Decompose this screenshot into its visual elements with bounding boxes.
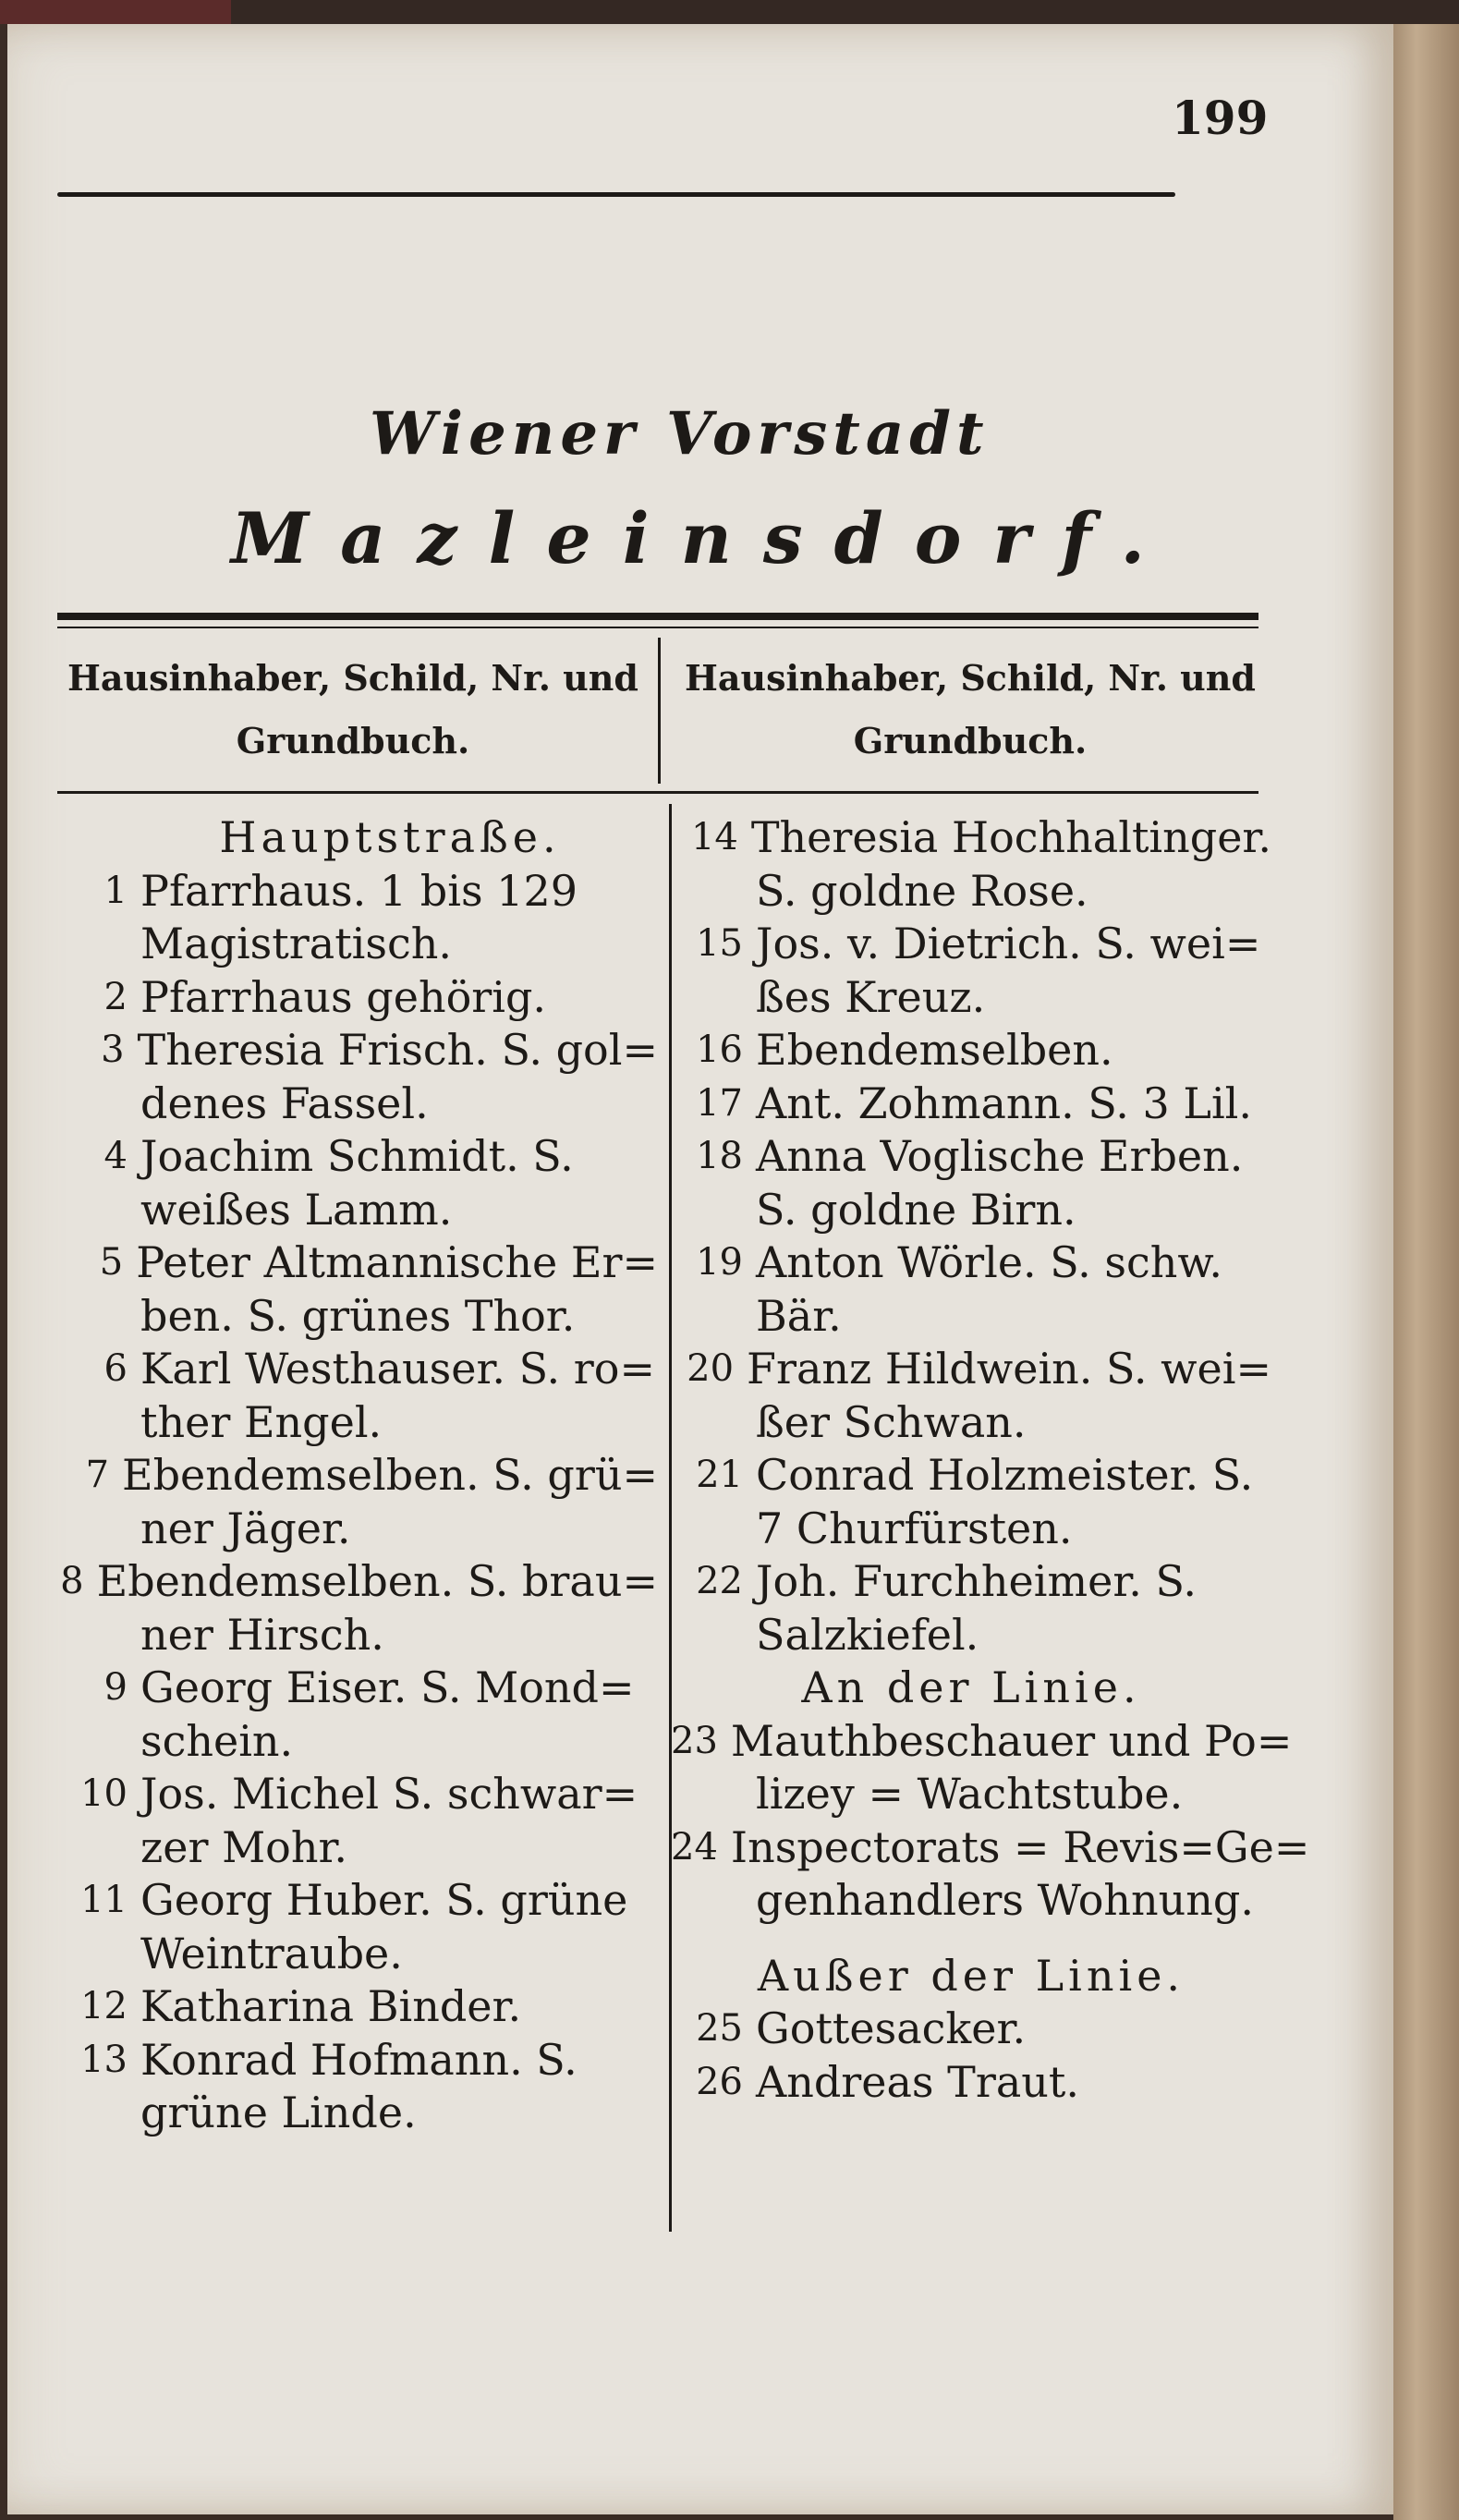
house-number: 1 [103,869,128,912]
entry-text: Pfarrhaus gehörig. [140,971,547,1022]
entry-text: Peter Altmannische Er= [136,1237,658,1287]
header-line: Hausinhaber, Schild, Nr. und [685,657,1256,699]
entry-text: schein. [140,1715,294,1766]
house-number: 9 [103,1666,128,1709]
entry-text: Joachim Schmidt. S. [140,1131,574,1181]
list-item [671,1821,1310,1875]
page-number: 199 [1172,91,1269,145]
entry-text: ner Jäger. [140,1503,351,1553]
table-rule-thick [57,613,1258,620]
entry-text: Georg Huber. S. grüne [140,1875,628,1925]
list-item-continuation [671,865,1271,919]
section-heading: Außer der Linie. [757,1950,1185,2001]
entry-text: Katharina Binder. [140,1981,522,2031]
entry-text: Bär. [756,1290,842,1341]
list-item [57,865,658,919]
entry-text: Conrad Holzmeister. S. [756,1450,1254,1500]
indent [671,1768,756,1821]
house-number: 17 [696,1081,743,1125]
right-column [671,811,1310,2109]
indent [671,1184,756,1237]
table-rule-mid [57,791,1258,794]
entry-text: Ebendemselben. S. grü= [122,1450,658,1500]
list-item-continuation [671,1503,1271,1556]
indent [671,1396,756,1450]
entry-text: Salzkiefel. [756,1609,979,1660]
house-number: 23 [671,1719,718,1762]
entry-text: Ebendemselben. [756,1025,1113,1075]
house-number: 18 [696,1135,743,1177]
list-item [57,971,658,1025]
house-number: 4 [103,1135,128,1177]
list-item [671,1130,1271,1184]
list-item-continuation [671,1290,1271,1344]
entry-text: Gottesacker. [756,2003,1027,2053]
entry-text: zer Mohr. [140,1821,348,1872]
entry-text: Georg Eiser. S. Mond= [140,1662,635,1712]
entry-text: ßes Kreuz. [756,971,986,1022]
entry-list [671,811,1271,1662]
header-line: Hausinhaber, Schild, Nr. und [67,657,638,699]
list-item [57,1236,658,1290]
house-number: 10 [80,1772,128,1815]
list-item [671,1236,1271,1290]
column-header-right [675,647,1266,773]
title-line-1: Wiener Vorstadt [370,399,990,469]
house-number: 2 [103,975,128,1018]
section-heading: An der Linie. [801,1662,1141,1712]
house-number: 22 [696,1560,743,1602]
entry-text: genhandlers Wohnung. [756,1875,1254,1925]
entry-text: Pfarrhaus. 1 bis 129 [140,865,578,916]
indent [671,1503,756,1556]
indent [57,1396,140,1450]
entry-text: S. goldne Rose. [756,865,1088,916]
entry-list [671,2003,1271,2109]
indent [57,1715,140,1769]
red-strip [0,0,231,24]
list-item [57,1874,658,1928]
entry-text: lizey = Wachtstube. [756,1769,1184,1819]
list-item-continuation [57,1184,658,1237]
entry-list [671,1715,1310,1928]
entry-text: 7 Churfürsten. [756,1503,1073,1553]
indent [671,1290,756,1344]
list-item-continuation [57,1609,658,1662]
house-number: 24 [671,1825,718,1869]
indent [57,918,140,971]
entry-text: ben. S. grünes Thor. [140,1290,576,1341]
indent [57,1184,140,1237]
list-item [57,2034,658,2088]
house-number: 5 [99,1241,124,1284]
indent [57,2087,140,2140]
list-item-continuation [57,1503,658,1556]
table-rule-thin [57,627,1258,628]
left-column [57,811,658,2140]
header-rule [57,192,1175,197]
indent [57,1290,140,1344]
house-number: 21 [696,1454,743,1496]
list-item [57,1662,658,1715]
house-number: 12 [80,1985,128,2027]
house-number: 26 [696,2060,743,2103]
list-item [671,1343,1271,1396]
entry-text: Franz Hildwein. S. wei= [747,1344,1271,1394]
entry-text: grüne Linde. [140,2088,417,2137]
list-item [671,1715,1293,1769]
house-number: 8 [60,1560,84,1602]
list-item [671,1024,1271,1077]
house-number: 25 [696,2007,743,2050]
top-border [0,0,1459,24]
list-item [57,1449,658,1503]
list-item [57,1343,658,1396]
entry-text: Anton Wörle. S. schw. [756,1237,1222,1287]
indent [57,1928,140,1981]
column-header-left [57,647,649,773]
entry-text: ßer Schwan. [756,1396,1027,1447]
house-number: 16 [696,1029,743,1071]
entry-text: Inspectorats = Revis=Ge= [730,1821,1310,1872]
house-number: 14 [690,816,738,858]
entry-text: Karl Westhauser. S. ro= [140,1344,655,1394]
list-item-continuation [57,2087,658,2140]
entry-text: Jos. Michel S. schwar= [140,1769,638,1819]
entry-text: Ebendemselben. S. brau= [96,1556,658,1606]
entry-text: Magistratisch. [140,919,453,968]
list-item-continuation [671,1184,1271,1237]
house-number: 11 [80,1879,128,1921]
house-number: 6 [103,1347,128,1390]
indent [671,1874,756,1928]
list-item [671,2056,1271,2110]
entry-text: S. goldne Birn. [756,1184,1076,1235]
indent [57,1821,140,1875]
indent [57,1609,140,1662]
list-item [57,1130,658,1184]
list-item [57,1768,658,1821]
list-item [57,1024,658,1077]
list-item [671,1555,1271,1609]
entry-text: Weintraube. [140,1928,403,1978]
header-line: Grundbuch. [236,720,470,761]
list-item [671,2003,1271,2056]
house-number: 7 [85,1454,110,1496]
indent [57,1077,140,1131]
entry-text: Andreas Traut. [756,2056,1079,2107]
indent [671,971,756,1025]
entry-text: Konrad Hofmann. S. [140,2034,578,2085]
list-item-continuation [671,1609,1271,1662]
list-item-continuation [671,1768,1271,1821]
entry-text: Theresia Frisch. S. gol= [137,1025,658,1075]
list-item [57,1555,658,1609]
entry-text: Mauthbeschauer und Po= [730,1715,1293,1766]
section-heading: Hauptstraße. [219,812,561,862]
list-item [671,1449,1271,1503]
list-item-continuation [671,1396,1271,1450]
list-item-continuation [671,1874,1271,1928]
list-item-continuation [57,1077,658,1131]
list-item [671,811,1271,865]
title-line-2: Mazleinsdorf. [231,497,1176,579]
list-item-continuation [57,1821,658,1875]
entry-text: Ant. Zohmann. S. 3 Lil. [756,1077,1252,1128]
list-item-continuation [57,1396,658,1450]
list-item [671,918,1271,971]
house-number: 19 [696,1241,743,1284]
entry-text: ther Engel. [140,1396,383,1447]
list-item-continuation [671,971,1271,1025]
list-item-continuation [57,1715,658,1769]
list-item-continuation [57,1290,658,1344]
entry-text: weißes Lamm. [140,1184,453,1235]
list-item [57,1980,658,2034]
entry-text: Jos. v. Dietrich. S. wei= [756,919,1261,968]
header-line: Grundbuch. [853,720,1088,761]
entry-text: ner Hirsch. [140,1609,384,1660]
house-number: 13 [80,2038,128,2081]
indent [671,865,756,919]
entry-list [57,865,658,2140]
list-item-continuation [57,918,658,971]
list-item-continuation [57,1928,658,1981]
header-divider [658,638,661,784]
entry-text: Theresia Hochhaltinger. [750,812,1271,862]
page-edge [1393,24,1459,2520]
entry-text: Joh. Furchheimer. S. [756,1556,1198,1606]
house-number: 3 [101,1029,125,1071]
entry-text: denes Fassel. [140,1077,429,1128]
entry-text: Anna Voglische Erben. [756,1131,1244,1181]
indent [57,1503,140,1556]
house-number: 20 [687,1347,735,1390]
list-item [671,1077,1271,1131]
spacer [671,1928,1271,1950]
house-number: 15 [696,922,743,965]
indent [671,1609,756,1662]
